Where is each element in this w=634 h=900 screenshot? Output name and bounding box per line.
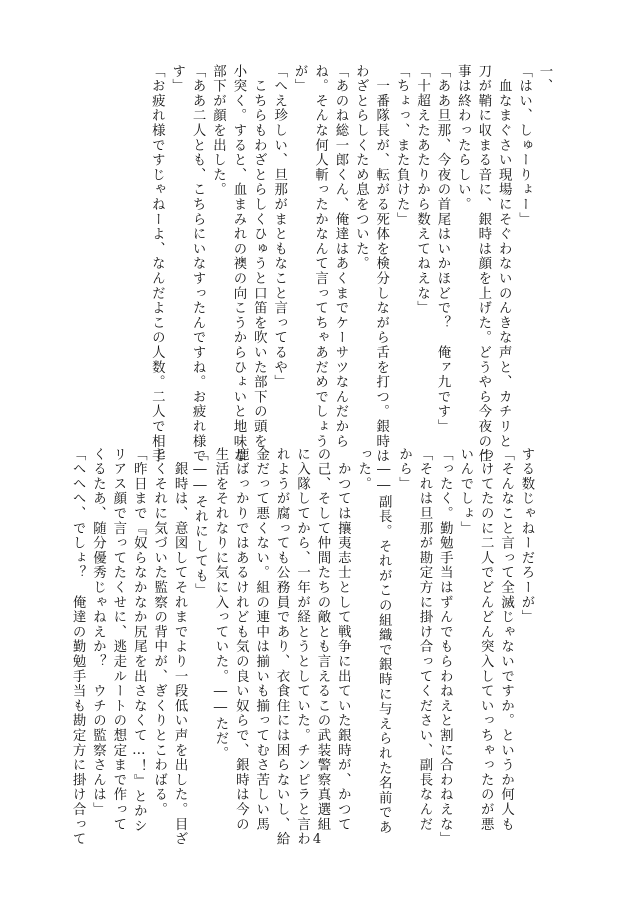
bottom-text-block	[70, 447, 536, 847]
text-column: 「はい、しゅーりょー」	[516, 64, 532, 227]
text-column: 「そんなこと言って全滅じゃないですか。というか何人も	[498, 447, 514, 832]
text-column: 「十超えたあたりから数えてねえな」	[414, 64, 430, 316]
text-column: とくそれに気づいた監察の背中が、ぎくりとこわばる。	[151, 447, 167, 817]
text-column: 金だって悪くない。組の連中は揃いも揃ってむさ苦しい馬	[253, 447, 269, 832]
top-text-block	[59, 64, 554, 464]
text-column: の己、そして仲間たちの敵とも言えるこの武装警察真選組	[314, 447, 330, 832]
text-column: 「ああ旦那、今夜の首尾はいかほどで？ 俺ァ九です」	[434, 64, 450, 434]
text-column: 「お疲れ様ですじゃねーよ、なんだよこの人数。二人で相手	[149, 64, 165, 464]
text-column: いんでしょ」	[457, 447, 473, 536]
text-column: わざとらしくため息をついた。	[353, 64, 369, 272]
text-column: 「ちょっ、また負けた」	[394, 64, 410, 227]
text-column: する数じゃねーだろーが」	[519, 447, 534, 625]
text-column: 銀時は、意図してそれまでより一段低い声を出した。目ざ	[172, 447, 188, 847]
text-column: れようが腐っても公務員であり、衣食住には困らないし、給	[274, 447, 290, 847]
text-column: つけてたのに二人でどんどん突入していっちゃったのが悪	[478, 447, 494, 832]
text-column: 血なまぐさい現場にそぐわないのんきな声と、カチリと	[496, 64, 512, 449]
text-column: 事は終わったらしい。	[455, 64, 471, 212]
text-column: 鹿ばっかりではあるけれども気の良い奴らで、銀時は今の	[233, 447, 249, 832]
text-column: くるたあ、随分優秀じゃねえか？ ウチの監察さんは」	[90, 447, 106, 817]
text-column: が」	[292, 64, 308, 94]
text-column: 「それは旦那が勘定方に掛け合ってください、副長なんだ	[416, 447, 432, 832]
text-column: す」	[169, 64, 185, 94]
text-column: に入隊してから、一年が経とうとしていた。チンピラと言わ	[294, 447, 310, 847]
text-column: 小突く。すると、血まみれの襖の向こうからひょいと地味な	[230, 64, 246, 464]
text-column: った。	[355, 447, 371, 492]
page-number: 4	[312, 832, 322, 847]
text-column: 「ったく。勤勉手当はずんでもらわねえと割に合わねえな」	[437, 447, 453, 847]
text-column: リアス顔で言ってたくせに、逃走ルートの想定まで作って	[110, 447, 126, 832]
text-column: 部下が顔を出した。	[210, 64, 226, 198]
text-column: 「へえ珍しい、旦那がまともなこと言ってるや」	[271, 64, 287, 390]
text-column: 生活をそれなりに気に入っていた。――ただ。	[212, 447, 228, 761]
text-column: 刀が鞘に収まる音に、銀時は顔を上げた。どうやら今夜の仕	[475, 64, 491, 464]
text-column: ね。そんな何人斬ったかなんて言ってちゃあだめでしょう	[312, 64, 328, 449]
text-column: 一番隊長が、転がる死体を検分しながら舌を打つ。銀時は	[373, 64, 389, 464]
text-column: 「あのね総一郎くん、俺達はあくまでケーサツなんだから	[332, 64, 348, 449]
text-column: 「――それにしても」	[192, 447, 208, 599]
text-column: 「へへへ、でしょ？ 俺達の勤勉手当も勘定方に掛け合って	[70, 447, 86, 847]
chapter-heading: 一、	[537, 64, 552, 94]
text-column: 「ああ二人とも、こちらにいなすったんですね。お疲れ様で	[190, 64, 206, 464]
text-column: こちらもわざとらしくひゅうと口笛を吹いた部下の頭を	[251, 64, 267, 449]
text-column: 「昨日まで『奴らなかなか尻尾を出さなくて…！』とかシ	[131, 447, 147, 834]
text-column: かつては攘夷志士として戦争に出ていた銀時が、かつて	[335, 447, 351, 832]
text-column: ――副長。それがこの組織で銀時に与えられた名前であ	[376, 447, 392, 835]
text-column: から」	[396, 447, 412, 492]
